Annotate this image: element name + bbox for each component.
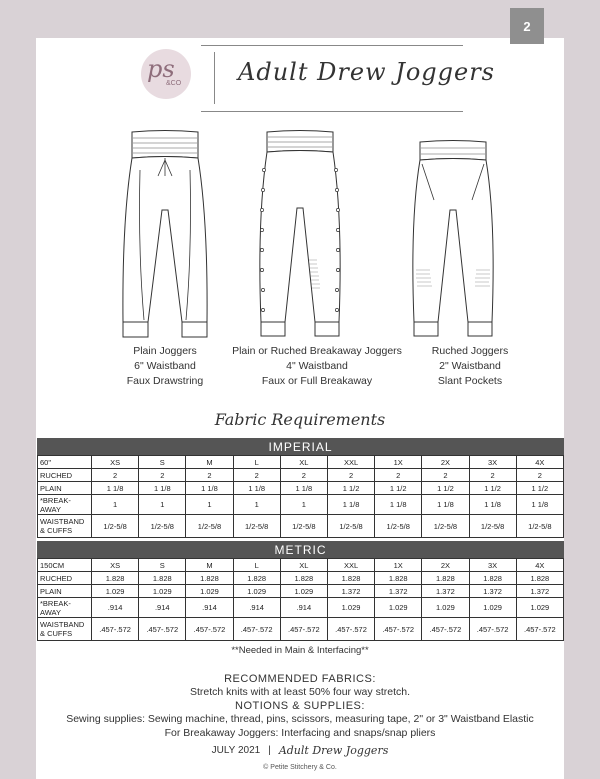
table-cell: 1 bbox=[186, 495, 233, 515]
notions-line-2: For Breakaway Joggers: Interfacing and snaps/snap pliers bbox=[164, 727, 436, 739]
table-cell: 1.828 bbox=[233, 572, 280, 585]
table-cell: 1 1/8 bbox=[516, 495, 563, 515]
table-cell: RUCHED bbox=[38, 469, 92, 482]
style-waistband: 4" Waistband bbox=[286, 360, 348, 372]
table-cell: .457-.572 bbox=[422, 618, 469, 641]
table-cell: 2 bbox=[92, 469, 139, 482]
style-feature: Faux or Full Breakaway bbox=[261, 375, 373, 387]
fabric-requirements-title: Fabric Requirements bbox=[214, 410, 386, 429]
table-cell: 2 bbox=[186, 469, 233, 482]
table-cell: 1/2-5/8 bbox=[139, 515, 186, 538]
table-cell: .457-.572 bbox=[139, 618, 186, 641]
recommended-fabrics-text: Stretch knits with at least 50% four way stretch. bbox=[189, 686, 410, 698]
table-cell: *BREAK-AWAY bbox=[38, 495, 92, 515]
table-cell: 1.828 bbox=[469, 572, 516, 585]
style-caption-plain bbox=[100, 344, 230, 389]
interfacing-footnote: **Needed in Main & Interfacing** bbox=[231, 645, 369, 656]
table-cell: 1.828 bbox=[422, 572, 469, 585]
table-cell: 1.029 bbox=[139, 585, 186, 598]
header-divider bbox=[214, 52, 215, 104]
table-cell: XS bbox=[92, 456, 139, 469]
table-cell: .457-.572 bbox=[375, 618, 422, 641]
table-cell: .457-.572 bbox=[186, 618, 233, 641]
table-cell: 60" bbox=[38, 456, 92, 469]
table-cell: 1 1/2 bbox=[422, 482, 469, 495]
brand-logo bbox=[141, 49, 191, 99]
page-number-badge: 2 bbox=[510, 8, 544, 44]
header-bottom-rule bbox=[201, 111, 463, 112]
table-cell: 1 1/8 bbox=[327, 495, 374, 515]
table-cell: 1/2-5/8 bbox=[516, 515, 563, 538]
style-name: Plain or Ruched Breakaway Joggers bbox=[232, 345, 402, 357]
table-cell: 1.372 bbox=[422, 585, 469, 598]
table-cell: 1 1/8 bbox=[186, 482, 233, 495]
recommended-fabrics-heading: RECOMMENDED FABRICS: bbox=[224, 673, 376, 685]
table-cell: M bbox=[186, 559, 233, 572]
footer-title: Adult Drew Joggers bbox=[278, 744, 389, 757]
table-cell: 1.372 bbox=[375, 585, 422, 598]
table-cell: 2 bbox=[327, 469, 374, 482]
table-cell: 1/2-5/8 bbox=[469, 515, 516, 538]
table-cell: 1.029 bbox=[422, 598, 469, 618]
table-cell: 1 1/2 bbox=[469, 482, 516, 495]
style-name: Plain Joggers bbox=[133, 345, 197, 357]
table-cell: L bbox=[233, 559, 280, 572]
table-cell: XL bbox=[280, 559, 327, 572]
table-cell: 1.828 bbox=[516, 572, 563, 585]
table-cell: 2 bbox=[516, 469, 563, 482]
copyright: © Petite Stitchery & Co. bbox=[263, 764, 337, 771]
table-cell: 1 bbox=[139, 495, 186, 515]
style-caption-ruched bbox=[405, 344, 535, 389]
imperial-header-bar: IMPERIAL bbox=[37, 438, 564, 455]
style-feature: Faux Drawstring bbox=[126, 375, 204, 387]
table-cell: 1.828 bbox=[327, 572, 374, 585]
table-cell: 1/2-5/8 bbox=[186, 515, 233, 538]
style-caption-breakaway bbox=[222, 344, 412, 389]
table-cell: 1.372 bbox=[469, 585, 516, 598]
notions-line-1: Sewing supplies: Sewing machine, thread, pins, scissors, measuring tape, 2" or 3" Waistband Elastic bbox=[66, 713, 534, 725]
table-cell: 1 1/8 bbox=[280, 482, 327, 495]
table-cell: 1.828 bbox=[139, 572, 186, 585]
table-cell: 1.029 bbox=[280, 585, 327, 598]
table-cell: XS bbox=[92, 559, 139, 572]
table-cell: 1 1/2 bbox=[375, 482, 422, 495]
table-cell: 1/2-5/8 bbox=[233, 515, 280, 538]
table-cell: .914 bbox=[139, 598, 186, 618]
style-name: Ruched Joggers bbox=[431, 345, 509, 357]
table-cell: .914 bbox=[92, 598, 139, 618]
table-row bbox=[38, 618, 564, 641]
table-header-row bbox=[38, 456, 564, 469]
table-cell: 150CM bbox=[38, 559, 92, 572]
table-cell: 2 bbox=[422, 469, 469, 482]
table-cell: 3X bbox=[469, 456, 516, 469]
page-title: Adult Drew Joggers bbox=[238, 58, 495, 86]
page-footer bbox=[0, 744, 600, 757]
table-cell: 1.828 bbox=[186, 572, 233, 585]
table-cell: 1/2-5/8 bbox=[422, 515, 469, 538]
table-cell: S bbox=[139, 559, 186, 572]
breakaway-joggers-illustration bbox=[247, 130, 353, 342]
table-cell: 1 1/8 bbox=[469, 495, 516, 515]
table-cell: 1 1/2 bbox=[516, 482, 563, 495]
metric-table bbox=[37, 558, 564, 641]
table-cell: XXL bbox=[327, 456, 374, 469]
table-row bbox=[38, 598, 564, 618]
table-cell: .457-.572 bbox=[280, 618, 327, 641]
table-cell: 1 bbox=[280, 495, 327, 515]
table-row bbox=[38, 495, 564, 515]
table-cell: 1 1/8 bbox=[375, 495, 422, 515]
table-cell: 1/2-5/8 bbox=[92, 515, 139, 538]
table-cell: 1 1/8 bbox=[233, 482, 280, 495]
table-cell: 1 1/2 bbox=[327, 482, 374, 495]
table-header-row bbox=[38, 559, 564, 572]
plain-joggers-illustration bbox=[112, 130, 218, 342]
table-cell: 1.828 bbox=[280, 572, 327, 585]
table-cell: 1.029 bbox=[469, 598, 516, 618]
table-cell: 2 bbox=[233, 469, 280, 482]
table-cell: RUCHED bbox=[38, 572, 92, 585]
table-cell: S bbox=[139, 456, 186, 469]
table-cell: 1X bbox=[375, 456, 422, 469]
table-cell: 2X bbox=[422, 456, 469, 469]
table-cell: 1X bbox=[375, 559, 422, 572]
table-cell: 4X bbox=[516, 456, 563, 469]
table-cell: 1.828 bbox=[92, 572, 139, 585]
table-cell: .914 bbox=[186, 598, 233, 618]
table-cell: .457-.572 bbox=[469, 618, 516, 641]
table-cell: WAISTBAND & CUFFS bbox=[38, 515, 92, 538]
table-cell: 1.029 bbox=[186, 585, 233, 598]
table-cell: 1 1/8 bbox=[422, 495, 469, 515]
table-row bbox=[38, 515, 564, 538]
table-cell: 2 bbox=[139, 469, 186, 482]
table-cell: 1.029 bbox=[327, 598, 374, 618]
table-cell: 1.372 bbox=[516, 585, 563, 598]
table-cell: 4X bbox=[516, 559, 563, 572]
table-cell: 1.372 bbox=[327, 585, 374, 598]
logo-letters: ps bbox=[147, 55, 175, 83]
table-cell: .457-.572 bbox=[327, 618, 374, 641]
table-cell: 1 1/8 bbox=[139, 482, 186, 495]
table-cell: 2 bbox=[375, 469, 422, 482]
footer-date: JULY 2021 bbox=[211, 745, 261, 756]
header-top-rule bbox=[201, 45, 463, 46]
table-row bbox=[38, 585, 564, 598]
imperial-table bbox=[37, 455, 564, 538]
table-cell: 1/2-5/8 bbox=[327, 515, 374, 538]
table-cell: 1.029 bbox=[375, 598, 422, 618]
table-cell: 1 1/8 bbox=[92, 482, 139, 495]
logo-sub: &CO bbox=[166, 80, 182, 87]
table-cell: M bbox=[186, 456, 233, 469]
table-cell: .914 bbox=[233, 598, 280, 618]
ruched-joggers-illustration bbox=[400, 130, 506, 342]
table-cell: 2 bbox=[469, 469, 516, 482]
table-cell: .914 bbox=[280, 598, 327, 618]
table-row bbox=[38, 482, 564, 495]
table-row bbox=[38, 572, 564, 585]
table-cell: 1/2-5/8 bbox=[375, 515, 422, 538]
table-cell: WAISTBAND & CUFFS bbox=[38, 618, 92, 641]
table-cell: 2 bbox=[280, 469, 327, 482]
table-cell: 3X bbox=[469, 559, 516, 572]
table-cell: 1.029 bbox=[92, 585, 139, 598]
footer-separator: | bbox=[268, 745, 271, 756]
table-cell: 1 bbox=[233, 495, 280, 515]
table-cell: 1.029 bbox=[233, 585, 280, 598]
table-cell: .457-.572 bbox=[516, 618, 563, 641]
table-cell: L bbox=[233, 456, 280, 469]
table-cell: 1.029 bbox=[516, 598, 563, 618]
table-cell: *BREAK-AWAY bbox=[38, 598, 92, 618]
table-cell: 1.828 bbox=[375, 572, 422, 585]
style-feature: Slant Pockets bbox=[437, 375, 503, 387]
notions-heading: NOTIONS & SUPPLIES: bbox=[235, 700, 365, 712]
table-row bbox=[38, 469, 564, 482]
table-cell: 1 bbox=[92, 495, 139, 515]
table-cell: 1/2-5/8 bbox=[280, 515, 327, 538]
metric-header-bar: METRIC bbox=[37, 541, 564, 558]
table-cell: PLAIN bbox=[38, 585, 92, 598]
style-waistband: 2" Waistband bbox=[439, 360, 501, 372]
table-cell: .457-.572 bbox=[92, 618, 139, 641]
table-cell: 2X bbox=[422, 559, 469, 572]
table-cell: PLAIN bbox=[38, 482, 92, 495]
table-cell: .457-.572 bbox=[233, 618, 280, 641]
table-cell: XL bbox=[280, 456, 327, 469]
table-cell: XXL bbox=[327, 559, 374, 572]
style-waistband: 6" Waistband bbox=[134, 360, 196, 372]
